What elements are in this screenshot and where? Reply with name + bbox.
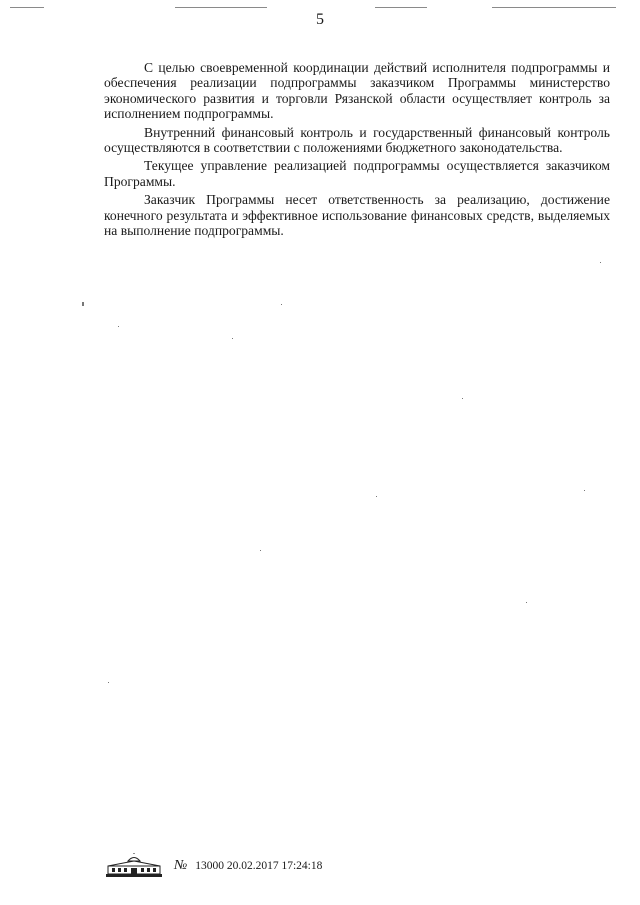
scan-line-top-left-2 xyxy=(175,7,267,8)
scan-speck xyxy=(584,490,585,491)
scan-speck xyxy=(82,302,84,306)
number-sign: № xyxy=(174,858,188,873)
scan-speck xyxy=(526,602,527,603)
scan-speck xyxy=(376,496,377,497)
registration-footer xyxy=(104,852,322,880)
scan-line-top-right xyxy=(492,7,616,8)
scan-speck xyxy=(260,550,261,551)
scan-speck xyxy=(600,262,601,263)
paragraph-responsibility: Заказчик Программы несет ответственность за реализацию, достижение конечного результата и эффективное использование финансовых средств, выделяемых на выполнение подпрограммы. xyxy=(104,192,610,239)
scan-speck xyxy=(118,326,119,327)
scan-speck xyxy=(462,398,463,399)
paragraph-financial-control: Внутренний финансовый контроль и государственный финансовый контроль осуществляются в соответствии с положениями бюджетного законодательства. xyxy=(104,124,610,156)
scan-line-top-left xyxy=(10,7,44,8)
scan-speck xyxy=(232,338,233,339)
building-logo-icon xyxy=(104,853,164,879)
page-number: 5 xyxy=(316,11,324,28)
registration-stamp: 13000 20.02.2017 17:24:18 xyxy=(195,860,323,872)
scan-speck xyxy=(281,304,282,305)
document-body xyxy=(104,60,610,241)
paragraph-current-management: Текущее управление реализацией подпрограммы осуществляется заказчиком Программы. xyxy=(104,158,610,189)
paragraph-coordination: С целью своевременной координации действий исполнителя подпрограммы и обеспечения реализации подпрограммы заказчиком Программы министерство экономического развития и торговли Рязанской области осуществляет контроль за исполнением подпрограммы. xyxy=(104,60,610,122)
scan-speck xyxy=(108,682,109,683)
scan-line-top-center xyxy=(375,7,427,8)
